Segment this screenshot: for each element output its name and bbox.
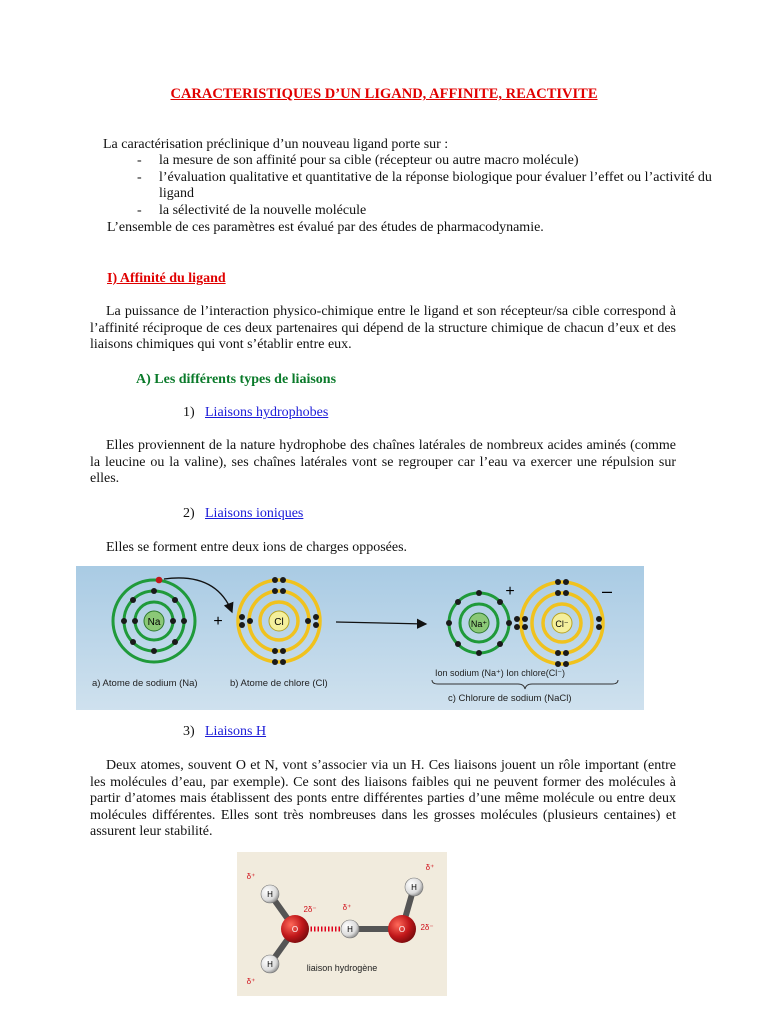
positive-charge: + bbox=[505, 583, 515, 600]
hbond-link[interactable]: Liaisons H bbox=[205, 724, 267, 739]
partial-charge-label: δ⁺ bbox=[246, 872, 256, 881]
plus-sign: + bbox=[213, 613, 223, 630]
subsection-hbond bbox=[183, 724, 266, 741]
item-number: 1) bbox=[183, 405, 195, 420]
hydrogen-bond-label: liaison hydrogène bbox=[306, 963, 378, 973]
hydrophobic-link[interactable]: Liaisons hydrophobes bbox=[205, 405, 329, 420]
ionic-bond-figure bbox=[76, 566, 644, 710]
bullet-marker: - bbox=[137, 169, 142, 185]
partial-charge-label: δ⁺ bbox=[342, 903, 352, 912]
bullet-text: la sélectivité de la nouvelle molécule bbox=[159, 202, 367, 218]
chlorine-atom bbox=[238, 577, 320, 665]
caption-sodium-atom: a) Atome de sodium (Na) bbox=[92, 678, 198, 689]
item-number: 2) bbox=[183, 506, 195, 521]
figure-background bbox=[237, 852, 447, 996]
ionic-link[interactable]: Liaisons ioniques bbox=[205, 506, 304, 521]
oxygen-symbol: O bbox=[398, 925, 406, 934]
negative-charge: – bbox=[601, 581, 613, 601]
partial-charge-label: δ⁺ bbox=[246, 977, 256, 986]
sodium-symbol: Na bbox=[147, 617, 161, 628]
hydrogen-bond-figure bbox=[237, 852, 447, 996]
intro-text: La caractérisation préclinique d’un nouveau ligand porte sur : bbox=[103, 137, 449, 152]
hydrogen-symbol: H bbox=[267, 960, 273, 969]
hydrogen-symbol: H bbox=[347, 925, 353, 934]
subsection-heading: A) Les différents types de liaisons bbox=[136, 372, 337, 387]
bullet-text: l’évaluation qualitative et quantitative de la réponse biologique pour évaluer l’effet ou l’activité du ligand bbox=[159, 169, 712, 201]
list-item bbox=[137, 170, 719, 203]
chlorine-symbol: Cl bbox=[274, 617, 284, 628]
hbond-paragraph: Deux atomes, souvent O et N, vont s’associer via un H. Ces liaisons jouent un rôle important (entre les molécules d’eau, par exemple). Ce sont des liaisons faibles qui ne peuvent former des molécules à partir d’atomes mais établissent des ponts entre différentes parties d’une même molécule ou entre deux molécules différentes. Elles sont très nombreuses dans les grosses molécules (plusieurs centaines) et assurent leur stabilité. bbox=[90, 758, 676, 839]
bullet-marker: - bbox=[137, 202, 142, 218]
item-number: 3) bbox=[183, 724, 195, 739]
hydrogen-symbol: H bbox=[411, 883, 417, 892]
ionic-paragraph: Elles se forment entre deux ions de charges opposées. bbox=[106, 540, 408, 555]
affinity-paragraph: La puissance de l’interaction physico-chimique entre le ligand et son récepteur/sa cible correspond à l’affinité réciproque de ces deux partenaires qui dépend de la structure chimique de chacun d’eux et des liaisons chimiques qui vont s’établir entre eux. bbox=[90, 304, 676, 352]
list-item bbox=[137, 203, 719, 220]
caption-ions: Ion sodium (Na⁺) Ion chlore(Cl⁻) bbox=[435, 668, 566, 678]
caption-chlorine-atom: b) Atome de chlore (Cl) bbox=[230, 678, 328, 689]
caption-sodium-chloride: c) Chlorure de sodium (NaCl) bbox=[448, 693, 572, 704]
partial-charge-label: δ⁺ bbox=[425, 863, 435, 872]
valence-electron bbox=[156, 577, 163, 584]
hydrogen-symbol: H bbox=[267, 890, 273, 899]
page-title: CARACTERISTIQUES D’UN LIGAND, AFFINITE, REACTIVITE bbox=[170, 86, 598, 102]
bullet-list bbox=[137, 153, 719, 219]
list-item bbox=[137, 153, 719, 170]
chloride-ion-symbol: Cl⁻ bbox=[555, 619, 569, 629]
sodium-ion-symbol: Na⁺ bbox=[470, 619, 488, 629]
oxygen-symbol: O bbox=[291, 925, 299, 934]
subsection-hydrophobic bbox=[183, 405, 328, 422]
summary-sentence: L’ensemble de ces paramètres est évalué par des études de pharmacodynamie. bbox=[107, 220, 544, 235]
partial-charge-label: 2δ⁻ bbox=[303, 905, 317, 914]
hydrophobic-paragraph: Elles proviennent de la nature hydrophobe des chaînes latérales de nombreux acides aminés (comme la leucine ou la valine), ses chaînes latérales vont se regrouper car l’eau va exercer une répulsion sur elles. bbox=[90, 438, 676, 486]
partial-charge-label: 2δ⁻ bbox=[420, 923, 434, 932]
bullet-marker: - bbox=[137, 153, 142, 168]
bullet-text: la mesure de son affinité pour sa cible (récepteur ou autre macro molécule) bbox=[159, 153, 579, 168]
section-heading: I) Affinité du ligand bbox=[107, 271, 226, 286]
subsection-ionic bbox=[183, 506, 303, 523]
